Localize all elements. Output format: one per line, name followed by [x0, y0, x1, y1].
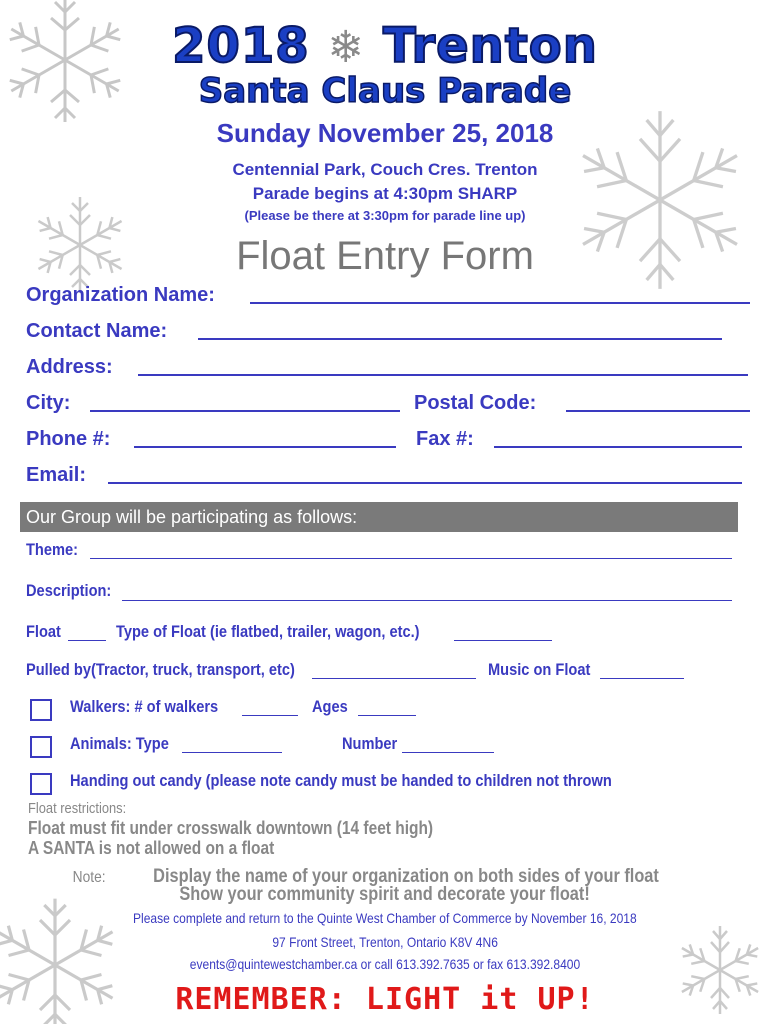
event-town: Trenton	[382, 18, 598, 74]
float-field[interactable]	[68, 640, 106, 641]
return-info-line	[0, 910, 770, 928]
note-display-name: Display the name of your organization on both sides of your float	[153, 866, 660, 887]
city-label: City:	[26, 392, 71, 414]
restrictions-heading: Float restrictions:	[28, 800, 127, 817]
pulled-by-field[interactable]	[312, 678, 476, 679]
animals-type-field[interactable]	[182, 752, 282, 753]
number-label: Number	[342, 734, 398, 753]
address-label: Address:	[26, 356, 113, 378]
music-label: Music on Float	[488, 660, 591, 679]
contact-name-field[interactable]	[198, 338, 722, 340]
postal-code-label: Postal Code:	[414, 392, 537, 414]
phone-field[interactable]	[134, 446, 396, 448]
ages-field[interactable]	[358, 715, 416, 716]
float-label: Float	[26, 622, 61, 641]
candy-label: Handing out candy (please note candy must be handed to children not thrown	[70, 771, 612, 790]
light-it-up-reminder: REMEMBER: LIGHT it UP!	[175, 982, 595, 1017]
chamber-contact: events@quintewestchamber.ca or call 613.392.7635 or fax 613.392.8400	[189, 956, 581, 972]
chamber-address: 97 Front Street, Trenton, Ontario K8V 4N6	[272, 934, 498, 950]
event-arrival-note: (Please be there at 3:30pm for parade line up)	[244, 208, 526, 223]
description-label: Description:	[26, 581, 112, 600]
address-field[interactable]	[138, 374, 748, 376]
organization-field[interactable]	[250, 302, 750, 304]
restriction-santa: A SANTA is not allowed on a float	[28, 838, 275, 858]
ages-label: Ages	[312, 697, 348, 716]
return-info: Please complete and return to the Quinte West Chamber of Commerce by November 16, 2018	[133, 910, 637, 926]
organization-label: Organization Name:	[26, 284, 215, 306]
event-title	[0, 20, 770, 74]
theme-label: Theme:	[26, 540, 79, 559]
note-label: Note:	[72, 869, 106, 886]
float-type-label: Type of Float (ie flatbed, trailer, wagon, etc.)	[116, 622, 420, 641]
theme-field[interactable]	[90, 558, 732, 559]
snowflake-icon: ❄	[327, 22, 366, 73]
reminder-line	[0, 982, 770, 1017]
animals-checkbox[interactable]	[30, 736, 52, 758]
email-field[interactable]	[108, 482, 742, 484]
walkers-checkbox[interactable]	[30, 699, 52, 721]
postal-code-field[interactable]	[566, 410, 750, 412]
note-line-2	[0, 884, 770, 906]
fax-label: Fax #:	[416, 428, 474, 450]
participation-heading-bar	[20, 502, 738, 532]
email-label: Email:	[26, 464, 87, 486]
walkers-label: Walkers: # of walkers	[70, 697, 219, 716]
event-date: Sunday November 25, 2018	[216, 118, 554, 148]
event-year: 2018	[172, 18, 310, 74]
restriction-height: Float must fit under crosswalk downtown (14 feet high)	[28, 818, 434, 838]
note-spirit: Show your community spirit and decorate your float!	[179, 884, 591, 905]
animals-number-field[interactable]	[402, 752, 494, 753]
participation-heading: Our Group will be participating as follows:	[26, 507, 358, 527]
chamber-contact-line	[0, 956, 770, 974]
walkers-count-field[interactable]	[242, 715, 298, 716]
float-type-field[interactable]	[454, 640, 552, 641]
phone-label: Phone #:	[26, 428, 111, 450]
event-location: Centennial Park, Couch Cres. Trenton	[232, 160, 538, 179]
contact-name-label: Contact Name:	[26, 320, 168, 342]
event-name: Santa Claus Parade	[198, 71, 572, 111]
animals-label: Animals: Type	[70, 734, 169, 753]
city-field[interactable]	[90, 410, 400, 412]
form-title: Float Entry Form	[236, 234, 534, 278]
candy-checkbox[interactable]	[30, 773, 52, 795]
chamber-address-line	[0, 934, 770, 952]
description-field[interactable]	[122, 600, 732, 601]
event-start-time: Parade begins at 4:30pm SHARP	[252, 184, 518, 203]
music-field[interactable]	[600, 678, 684, 679]
pulled-by-label: Pulled by(Tractor, truck, transport, etc)	[26, 660, 295, 679]
fax-field[interactable]	[494, 446, 742, 448]
